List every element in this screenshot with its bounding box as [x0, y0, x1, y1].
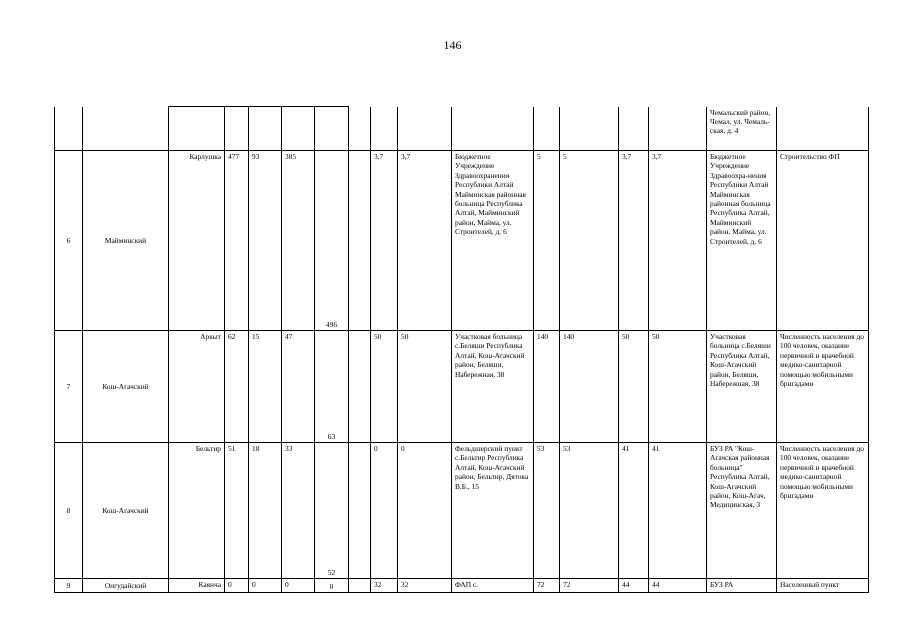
cell-c3: 33 [282, 443, 315, 579]
cell-num [55, 107, 83, 151]
cell-c2: 0 [249, 579, 282, 593]
cell-c3: 385 [282, 151, 315, 331]
page-number: 146 [443, 38, 462, 52]
cell-c6 [398, 107, 452, 151]
cell-c10: 3,7 [649, 151, 707, 331]
cell-num: 7 [55, 331, 83, 443]
cell-c10: 44 [649, 579, 707, 593]
cell-c4: 0 [315, 579, 349, 593]
cell-c7: 72 [534, 579, 560, 593]
cell-c1: 51 [225, 443, 249, 579]
cell-c6: 0 [398, 443, 452, 579]
cell-c7: 140 [534, 331, 560, 443]
cell-facility [452, 107, 534, 151]
cell-locality: Карлушка [169, 151, 225, 331]
cell-c5: 50 [371, 331, 398, 443]
cell-c1: 62 [225, 331, 249, 443]
cell-target: Участковая больница с.Беляши Республика Алтай, Кош-Агачский район, Беляши, Набережная, 38 [707, 331, 777, 443]
cell-facility: Бюджетное Учреждение Здравоохранения Республики Алтай Майминская районная больница Республика Алтай, Майминский район, Майма, ул. Строителей, д. 6 [452, 151, 534, 331]
cell-note [777, 107, 869, 151]
cell-blank [349, 331, 371, 443]
cell-c8: 5 [560, 151, 619, 331]
cell-c8: 72 [560, 579, 619, 593]
cell-c5 [371, 107, 398, 151]
cell-note: Населенный пункт [777, 579, 869, 593]
cell-c7: 5 [534, 151, 560, 331]
cell-c2 [249, 107, 282, 151]
cell-c1: 477 [225, 151, 249, 331]
cell-c10 [649, 107, 707, 151]
cell-locality: Каянча [169, 579, 225, 593]
cell-c5: 3,7 [371, 151, 398, 331]
cell-c5: 0 [371, 443, 398, 579]
cell-c4 [315, 107, 349, 151]
facility-table [54, 106, 869, 593]
cell-blank [349, 579, 371, 593]
cell-district: Онгудайский [83, 579, 169, 593]
cell-c4: 52 [315, 443, 349, 579]
cell-note: Численность населения до 100 человек, оказание первичной и врачебной медико-санитарной помощью мобильными бригадами [777, 443, 869, 579]
cell-blank [349, 151, 371, 331]
cell-c8 [560, 107, 619, 151]
cell-district: Кош-Агачский [83, 443, 169, 579]
cell-target: Бюджетное Учреждение Здравоохра-нения Республики Алтай Майминская районная больница Республика Алтай, Майминский район, Майма, ул. Строителей, д. 6 [707, 151, 777, 331]
cell-c9: 50 [619, 331, 649, 443]
cell-c5: 32 [371, 579, 398, 593]
cell-c3: 0 [282, 579, 315, 593]
cell-c10: 50 [649, 331, 707, 443]
cell-district: Кош-Агачский [83, 331, 169, 443]
cell-c7: 53 [534, 443, 560, 579]
cell-facility: ФАП с. [452, 579, 534, 593]
cell-c7 [534, 107, 560, 151]
cell-c9 [619, 107, 649, 151]
cell-c9: 44 [619, 579, 649, 593]
table-row [55, 579, 869, 593]
table-row [55, 107, 869, 151]
cell-c6: 3,7 [398, 151, 452, 331]
cell-num: 9 [55, 579, 83, 593]
cell-c1 [225, 107, 249, 151]
cell-blank [349, 107, 371, 151]
cell-blank [349, 443, 371, 579]
cell-c3: 47 [282, 331, 315, 443]
cell-locality: Бельтир [169, 443, 225, 579]
cell-c2: 15 [249, 331, 282, 443]
cell-locality: Аркыт [169, 331, 225, 443]
cell-note: Строительство ФП [777, 151, 869, 331]
cell-note: Численность населения до 100 человек, оказание первичной и врачебной медико-санитарной помощью мобильными бригадами [777, 331, 869, 443]
cell-c9: 41 [619, 443, 649, 579]
table-row [55, 443, 869, 579]
cell-district [83, 107, 169, 151]
cell-c3 [282, 107, 315, 151]
cell-c8: 53 [560, 443, 619, 579]
cell-c6: 32 [398, 579, 452, 593]
table-row [55, 151, 869, 331]
cell-c2: 93 [249, 151, 282, 331]
cell-district: Майминский [83, 151, 169, 331]
cell-c9: 3,7 [619, 151, 649, 331]
table-row [55, 331, 869, 443]
cell-facility: Участковая больница с.Беляши Республика Алтай, Кош-Агачский район, Беляши, Набережная, 38 [452, 331, 534, 443]
cell-target: Чемальский район, Чемал, ул. Чемаль-ская, д. 4 [707, 107, 777, 151]
cell-c10: 41 [649, 443, 707, 579]
cell-c1: 0 [225, 579, 249, 593]
cell-c2: 18 [249, 443, 282, 579]
cell-c6: 50 [398, 331, 452, 443]
cell-target: БУЗ РА [707, 579, 777, 593]
cell-num: 8 [55, 443, 83, 579]
cell-locality [169, 107, 225, 151]
cell-facility: Фельдшерский пункт с.Бельтир Республика Алтай, Кош-Агачский район, Бельтир, Дятова В.Б., 15 [452, 443, 534, 579]
cell-num: 6 [55, 151, 83, 331]
cell-c4: 496 [315, 151, 349, 331]
cell-target: БУЗ РА "Кош-Агачская районная больница" Республика Алтай, Кош-Агачский район, Кош-Агач, Медицинская, 3 [707, 443, 777, 579]
cell-c4: 63 [315, 331, 349, 443]
cell-c8: 140 [560, 331, 619, 443]
